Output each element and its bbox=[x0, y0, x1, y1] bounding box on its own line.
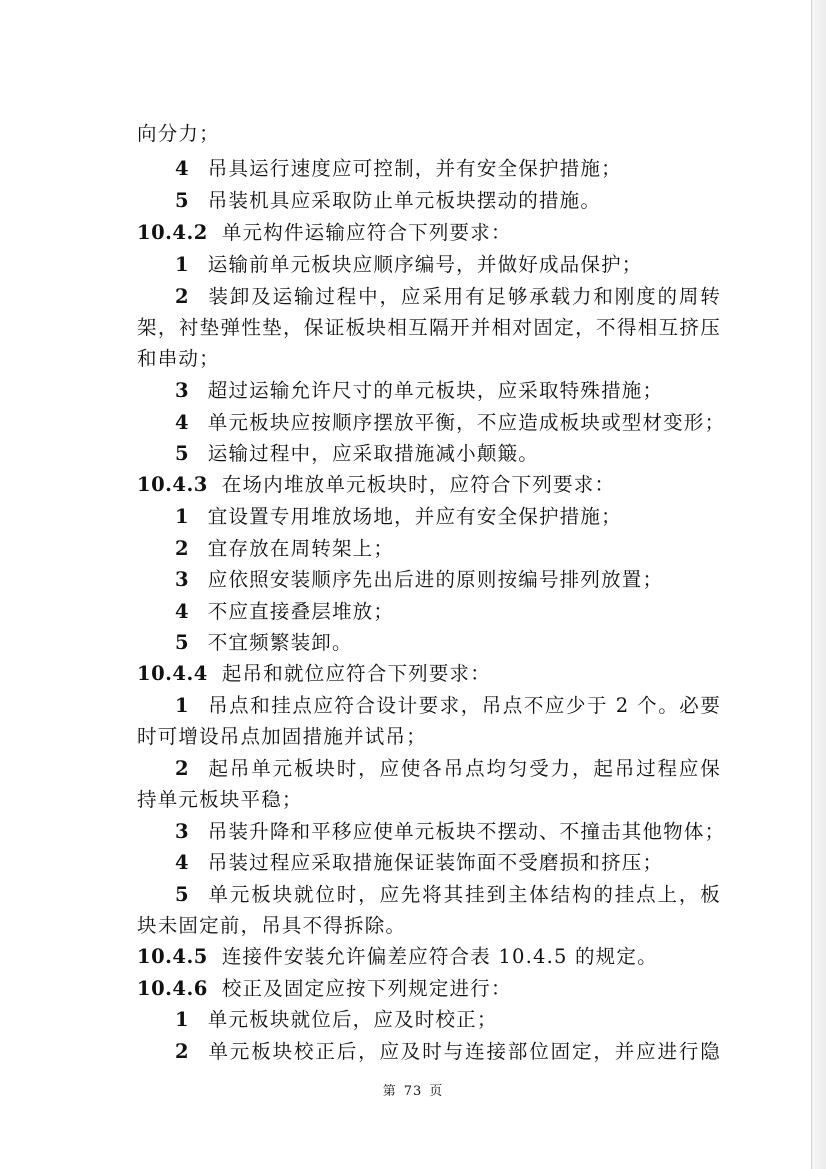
text-line: 和串动； bbox=[137, 347, 220, 370]
section-heading: 10.4.4 起吊和就位应符合下列要求： bbox=[137, 662, 491, 685]
list-item: 5 单元板块就位时，应先将其挂到主体结构的挂点上，板 bbox=[175, 883, 721, 906]
list-item: 2 宜存放在周转架上； bbox=[175, 537, 395, 560]
list-item: 2 装卸及运输过程中，应采用有足够承载力和刚度的周转 bbox=[175, 285, 721, 308]
list-item: 1 运输前单元板块应顺序编号，并做好成品保护； bbox=[175, 253, 643, 276]
section-heading: 10.4.5 连接件安装允许偏差应符合表 10.4.5 的规定。 bbox=[137, 945, 658, 968]
page-number-prefix: 第 bbox=[382, 1084, 397, 1099]
page-number: 73 bbox=[403, 1084, 423, 1099]
page-number-suffix: 页 bbox=[429, 1084, 444, 1099]
section-heading: 10.4.3 在场内堆放单元板块时，应符合下列要求： bbox=[137, 473, 616, 496]
list-item: 5 不宜频繁装卸。 bbox=[175, 631, 353, 654]
text-line: 时可增设吊点加固措施并试吊； bbox=[137, 725, 427, 748]
list-item: 3 超过运输允许尺寸的单元板块，应采取特殊措施； bbox=[175, 379, 664, 402]
list-item: 3 应依照安装顺序先出后进的原则按编号排列放置； bbox=[175, 568, 664, 591]
text-line: 块未固定前，吊具不得拆除。 bbox=[137, 914, 407, 937]
text-line: 向分力； bbox=[137, 122, 220, 145]
list-item: 4 不应直接叠层堆放； bbox=[175, 600, 395, 623]
page-footer bbox=[0, 1080, 826, 1099]
section-heading: 10.4.6 校正及固定应按下列规定进行： bbox=[137, 977, 512, 1000]
list-item: 3 吊装升降和平移应使单元板块不摆动、不撞击其他物体； bbox=[175, 820, 726, 843]
list-item: 4 吊装过程应采取措施保证装饰面不受磨损和挤压； bbox=[175, 851, 664, 874]
list-item: 1 单元板块就位后，应及时校正； bbox=[175, 1008, 498, 1031]
list-item: 5 吊装机具应采取防止单元板块摆动的措施。 bbox=[175, 189, 602, 212]
list-item: 2 起吊单元板块时，应使各吊点均匀受力，起吊过程应保 bbox=[175, 757, 721, 780]
text-line: 持单元板块平稳； bbox=[137, 788, 303, 811]
list-item: 1 宜设置专用堆放场地，并应有安全保护措施； bbox=[175, 505, 622, 528]
text-line: 架，衬垫弹性垫，保证板块相互隔开并相对固定，不得相互挤压 bbox=[137, 316, 721, 339]
list-item: 4 吊具运行速度应可控制，并有安全保护措施； bbox=[175, 157, 622, 180]
list-item: 5 运输过程中，应采取措施减小颠簸。 bbox=[175, 442, 539, 465]
list-item: 2 单元板块校正后，应及时与连接部位固定，并应进行隐 bbox=[175, 1040, 721, 1063]
section-heading: 10.4.2 单元构件运输应符合下列要求： bbox=[137, 221, 512, 244]
list-item: 1 吊点和挂点应符合设计要求，吊点不应少于 2 个。必要 bbox=[175, 694, 721, 717]
list-item: 4 单元板块应按顺序摆放平衡，不应造成板块或型材变形； bbox=[175, 411, 726, 434]
